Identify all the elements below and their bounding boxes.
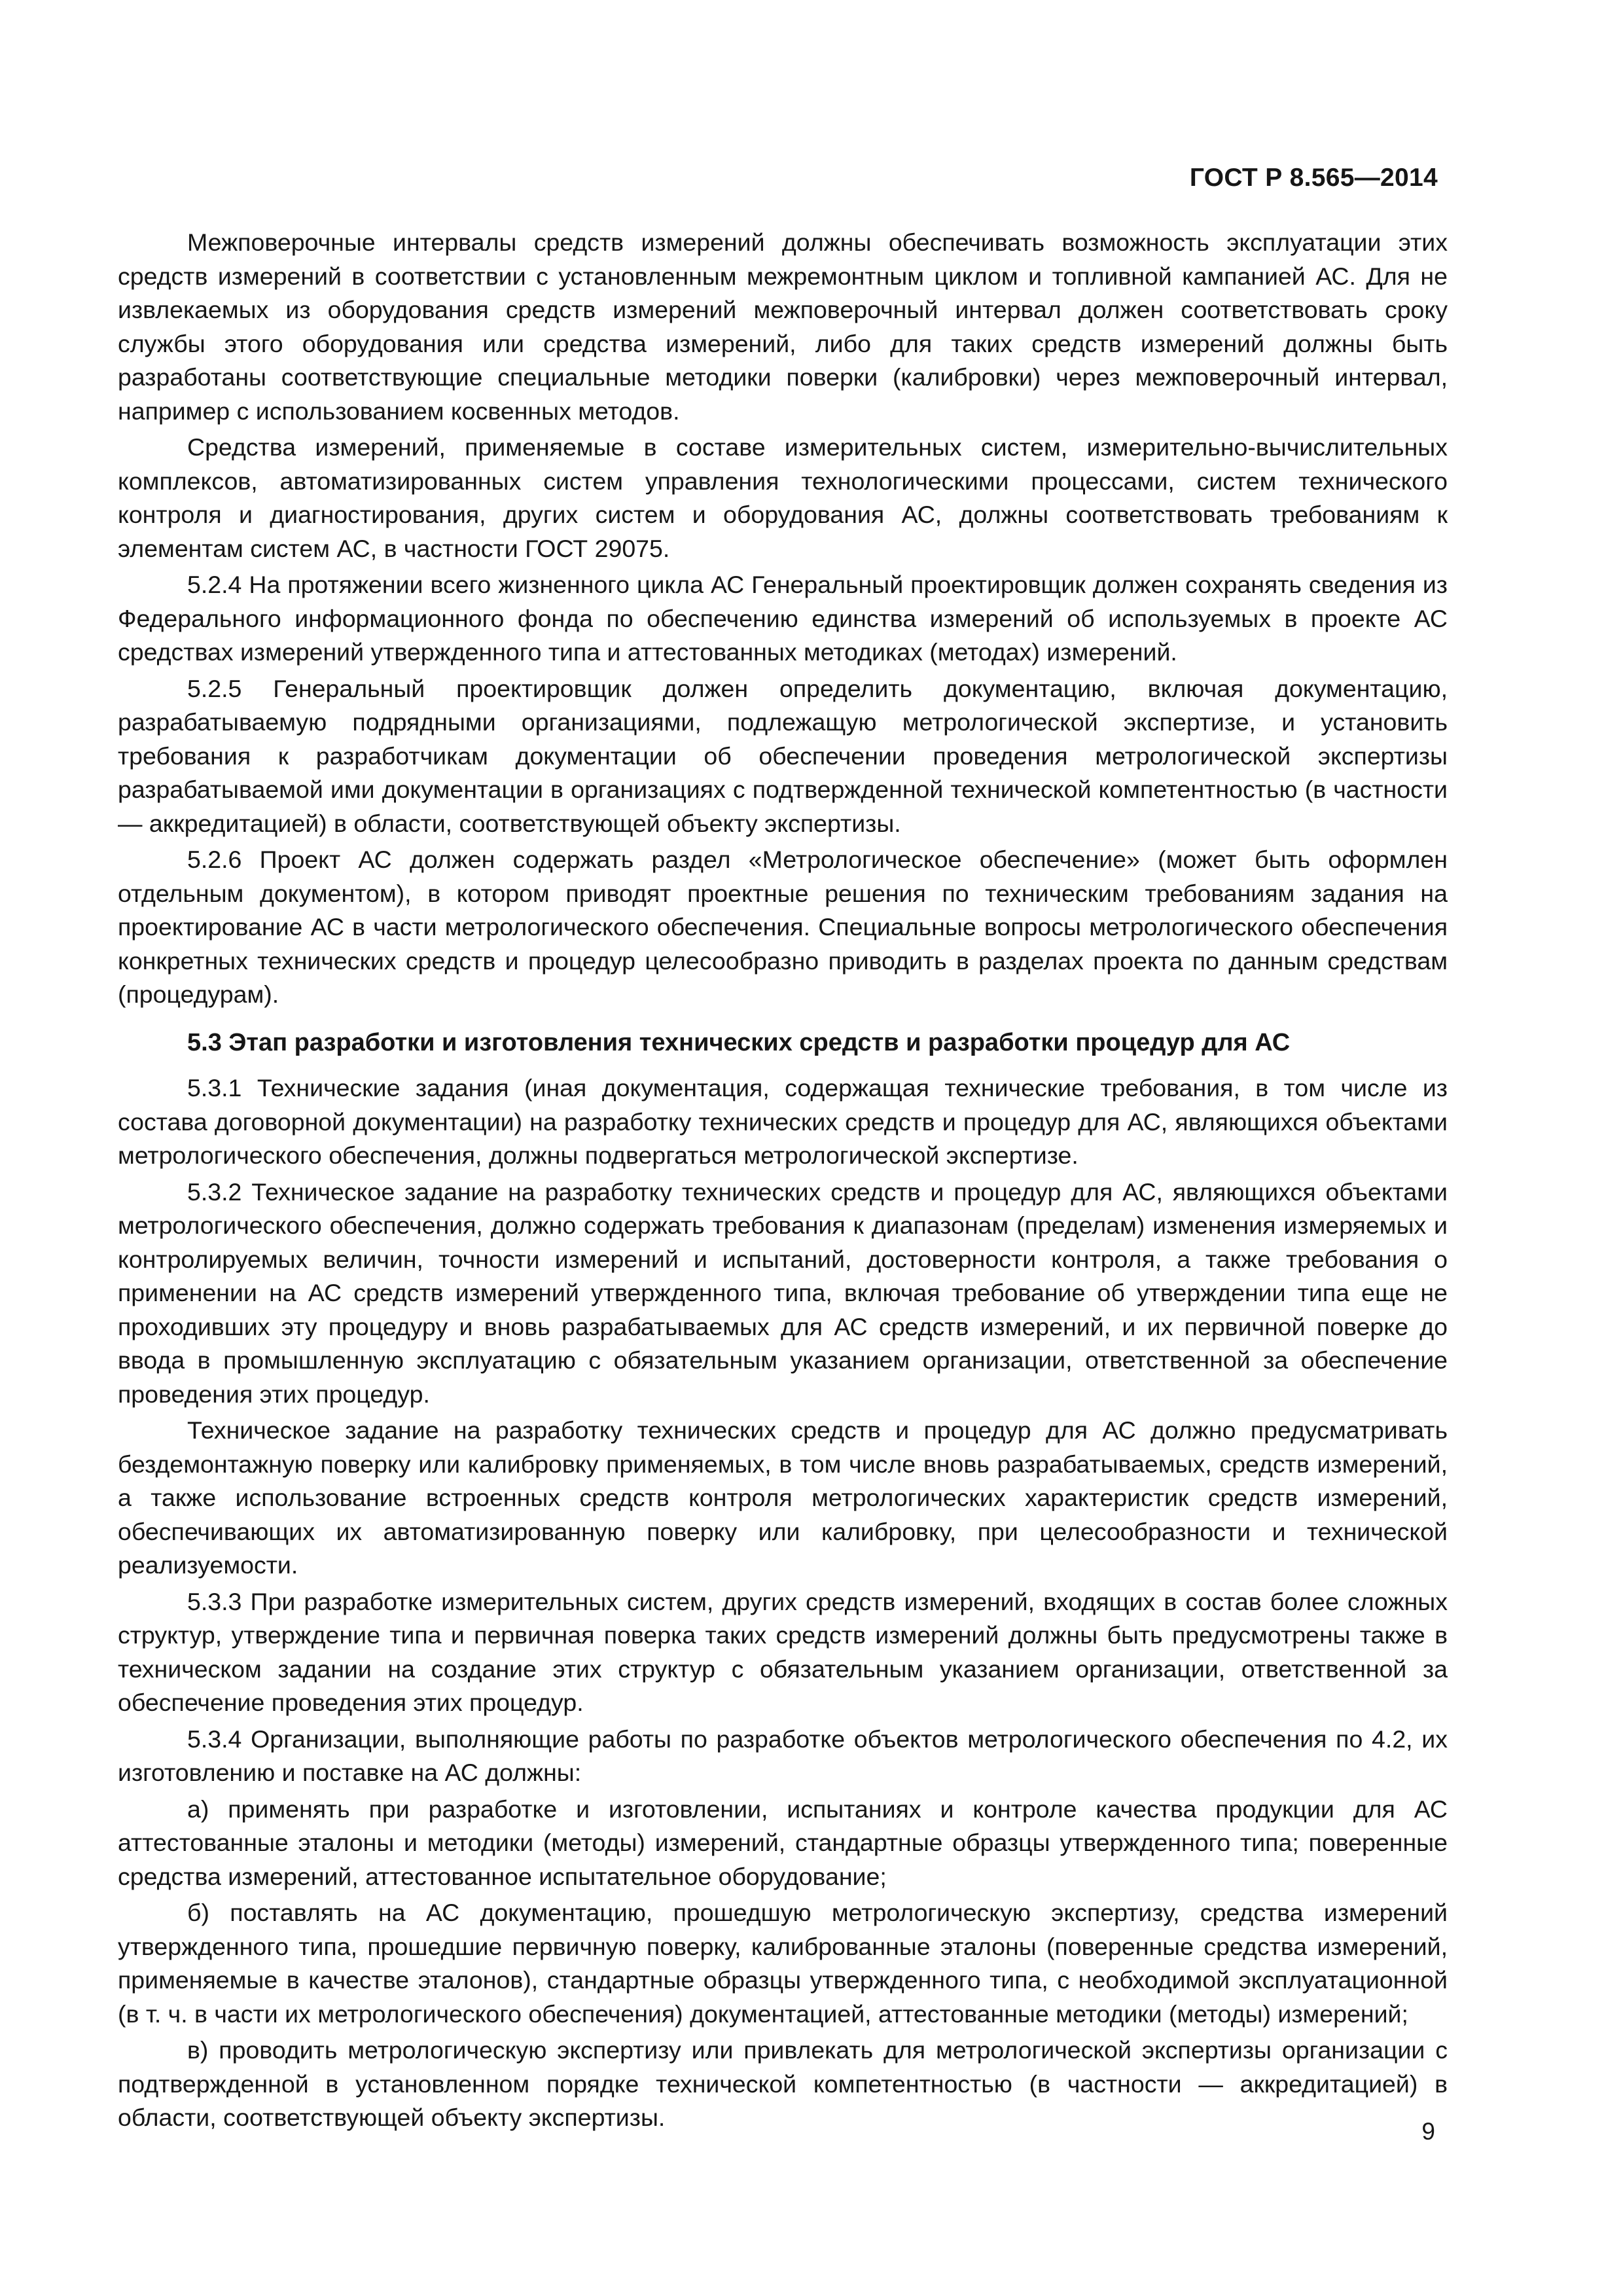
paragraph-5-3-3: 5.3.3 При разработке измерительных систем, других средств измерений, входящих в состав более сложных структур, утверждение типа и первичная поверка таких средств измерений должны быть предусмотрены также в техническом задании на создание этих структур с обязательным указанием организации, ответственной за обеспечение проведения этих процедур. [118,1587,1448,1716]
paragraph-5-3-1: 5.3.1 Технические задания (иная документация, содержащая технические требования, в том числе из состава договорной документации) на разработку технических средств и процедур для АС, являющихся объектами метрологического обеспечения, должны подвергаться метрологической экспертизе. [118,1074,1448,1169]
paragraph-interval-requirements: Межповерочные интервалы средств измерений должны обеспечивать возможность эксплуатации этих средств измерений в соответствии с установленным межремонтным циклом и топливной кампанией АС. Для не извлекаемых из оборудования средств измерений межповерочный интервал должен соответствовать сроку службы этого оборудования или средства измерений, либо для таких средств измерений должны быть разработаны соответствующие специальные методики поверки (калибровки) через межповерочный интервал, например с использованием косвенных методов. [118,228,1448,425]
document-body [118,226,1448,2135]
paragraph-5-3-2: 5.3.2 Техническое задание на разработку технических средств и процедур для АС, являющихся объектами метрологического обеспечения, должно содержать требования к диапазонам (пределам) изменения измеряемых и контролируемых величин, точности измерений и испытаний, достоверности контроля, а также требования о применении на АС средств измерений утвержденного типа, включая требование об утверждении типа еще не проходивших эту процедуру и вновь разрабатываемых для АС средств измерений, и их первичной поверке до ввода в промышленную эксплуатацию с обязательным указанием организации, ответственной за обеспечение проведения этих процедур. [118,1177,1448,1408]
paragraph-5-3-4: 5.3.4 Организации, выполняющие работы по разработке объектов метрологического обеспечения по 4.2, их изготовлению и поставке на АС должны: [118,1725,1448,1786]
paragraph-5-2-6: 5.2.6 Проект АС должен содержать раздел «Метрологическое обеспечение» (может быть оформлен отдельным документом), в котором приводят проектные решения по техническим требованиям задания на проектирование АС в части метрологического обеспечения. Специальные вопросы метрологического обеспечения конкретных технических средств и процедур целесообразно приводить в разделах проекта по данным средствам (процедурам). [118,846,1448,1008]
paragraph-5-2-4: 5.2.4 На протяжении всего жизненного цикла АС Генеральный проектировщик должен сохранять сведения из Федерального информационного фонда по обеспечению единства измерений об используемых в проекте АС средствах измерений утвержденного типа и аттестованных методиках (методах) измерений. [118,571,1448,666]
paragraph-technical-task: Техническое задание на разработку технических средств и процедур для АС должно предусматривать бездемонтажную поверку или калибровку применяемых, в том числе вновь разрабатываемых, средств измерений, а также использование встроенных средств контроля метрологических характеристик средств измерений, обеспечивающих их автоматизированную поверку или калибровку, при целесообразности и технической реализуемости. [118,1416,1448,1579]
document-code-header: ГОСТ Р 8.565—2014 [1189,164,1438,192]
section-heading-5-3: 5.3 Этап разработки и изготовления технических средств и разработки процедур для АС [187,1028,1291,1056]
paragraph-5-2-5: 5.2.5 Генеральный проектировщик должен определить документацию, включая документацию, разрабатываемую подрядными организациями, подлежащую метрологической экспертизе, и установить требования к разработчикам документации об обеспечении проведения метрологической экспертизы разрабатываемой ими документации в организациях с подтвержденной технической компетентностью (в частности — аккредитацией) в области, соответствующей объекту экспертизы. [118,674,1448,837]
list-item-a: а) применять при разработке и изготовлении, испытаниях и контроле качества продукции для АС аттестованные эталоны и методики (методы) измерений, стандартные образцы утвержденного типа; поверенные средства измерений, аттестованное испытательное оборудование; [118,1795,1448,1890]
list-item-v: в) проводить метрологическую экспертизу или привлекать для метрологической экспертизы организации с подтвержденной в установленном порядке технической компетентностью (в частности — аккредитацией) в области, соответствующей объекту экспертизы. [118,2036,1448,2131]
page-number: 9 [1421,2118,1435,2145]
list-item-b: б) поставлять на АС документацию, прошедшую метрологическую экспертизу, средства измерений утвержденного типа, прошедшие первичную поверку, калиброванные эталоны (поверенные средства измерений, применяемые в качестве эталонов), стандартные образцы утвержденного типа, с необходимой эксплуатационной (в т. ч. в части их метрологического обеспечения) документацией, аттестованные методики (методы) измерений; [118,1899,1448,2028]
paragraph-measurement-systems: Средства измерений, применяемые в составе измерительных систем, измерительно-вычислительных комплексов, автоматизированных систем управления технологическими процессами, систем технического контроля и диагностирования, других систем и оборудования АС, должны соответствовать требованиям к элементам систем АС, в частности ГОСТ 29075. [118,433,1448,562]
